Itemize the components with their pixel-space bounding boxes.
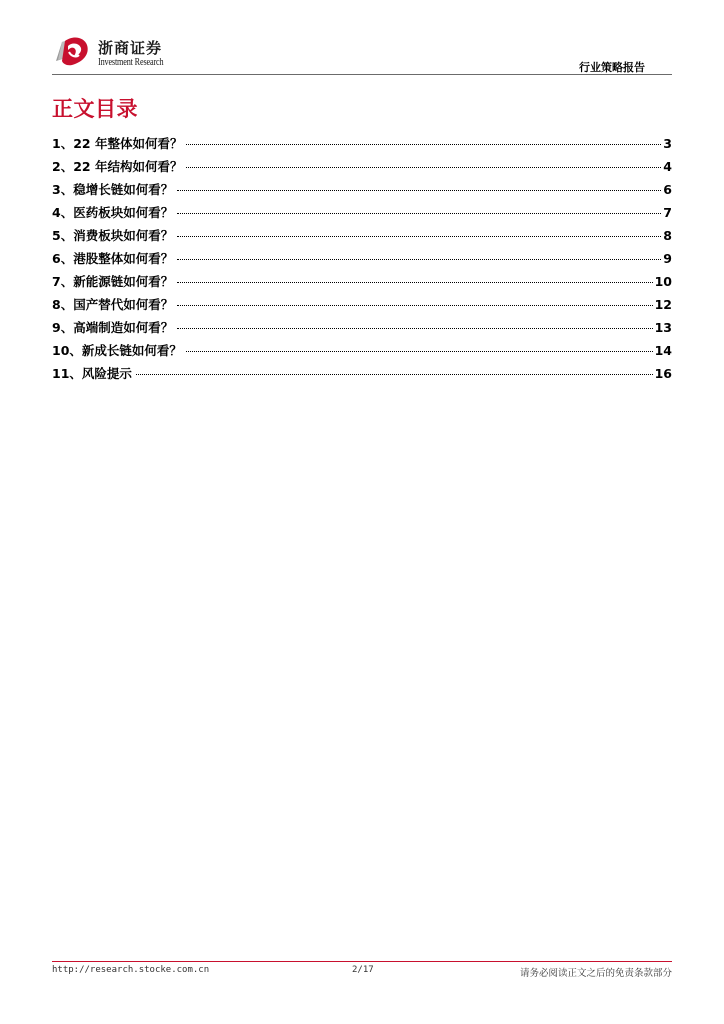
toc-entry[interactable] (52, 341, 672, 364)
toc-entry[interactable] (52, 318, 672, 341)
toc-entry[interactable] (52, 364, 672, 387)
toc-entry-number: 8、 (52, 297, 74, 312)
toc-entry-number: 1、 (52, 136, 74, 151)
toc-entry-number: 10、 (52, 343, 82, 358)
toc-entry[interactable] (52, 203, 672, 226)
toc-dot-leader (177, 305, 652, 306)
toc-entry[interactable] (52, 134, 672, 157)
toc-entry[interactable] (52, 272, 672, 295)
toc-entry-number: 11、 (52, 366, 82, 381)
toc-entry-page: 12 (654, 297, 672, 312)
footer-url-link[interactable]: http://research.stocke.com.cn (52, 965, 210, 975)
toc-entry[interactable] (52, 295, 672, 318)
toc-entry-number: 4、 (52, 205, 74, 220)
toc-entry-text: 消费板块如何看？ (73, 228, 174, 243)
toc-entry-page: 7 (663, 205, 672, 220)
toc-dot-leader (177, 213, 661, 214)
toc-entry-page: 10 (654, 274, 672, 289)
toc-dot-leader (177, 282, 652, 283)
company-subtitle: Investment Research (98, 57, 164, 68)
toc-entry-text: 风险提示 (81, 366, 132, 381)
toc-entry[interactable] (52, 249, 672, 272)
toc-entry[interactable] (52, 226, 672, 249)
toc-entry-page: 13 (654, 320, 672, 335)
toc-entry-number: 7、 (52, 274, 74, 289)
toc-entry-text: 22 年结构如何看？ (73, 159, 183, 174)
toc-entry-text: 国产替代如何看？ (73, 297, 174, 312)
toc-entry-number: 5、 (52, 228, 74, 243)
toc-entry-page: 6 (663, 182, 672, 197)
toc-entry-text: 医药板块如何看？ (73, 205, 174, 220)
toc-entry-page: 14 (654, 343, 672, 358)
toc-dot-leader (186, 351, 653, 352)
toc-entry-text: 港股整体如何看？ (73, 251, 174, 266)
toc-entry-text: 22 年整体如何看？ (73, 136, 183, 151)
zheshang-logo-icon (52, 34, 94, 70)
footer-divider (52, 961, 672, 962)
toc-entry-page: 4 (663, 159, 672, 174)
toc-dot-leader (177, 190, 661, 191)
toc-title: 正文目录 (52, 97, 138, 121)
footer-page-indicator: 2/17 (352, 965, 374, 975)
toc-list (52, 134, 672, 387)
toc-entry-number: 6、 (52, 251, 74, 266)
toc-dot-leader (136, 374, 653, 375)
toc-dot-leader (186, 167, 661, 168)
toc-entry-number: 9、 (52, 320, 74, 335)
toc-entry[interactable] (52, 157, 672, 180)
toc-dot-leader (177, 236, 661, 237)
toc-entry-page: 3 (663, 136, 672, 151)
toc-entry-text: 高端制造如何看？ (73, 320, 174, 335)
toc-entry-number: 2、 (52, 159, 74, 174)
toc-dot-leader (186, 144, 661, 145)
company-name: 浙商证券 (98, 39, 163, 57)
toc-entry-page: 9 (663, 251, 672, 266)
toc-entry[interactable] (52, 180, 672, 203)
toc-entry-page: 16 (654, 366, 672, 381)
toc-entry-text: 新成长链如何看？ (81, 343, 182, 358)
toc-entry-number: 3、 (52, 182, 74, 197)
toc-entry-text: 稳增长链如何看？ (73, 182, 174, 197)
footer-disclaimer: 请务必阅读正文之后的免责条款部分 (519, 968, 672, 979)
toc-dot-leader (177, 259, 661, 260)
toc-entry-page: 8 (663, 228, 672, 243)
company-logo[interactable] (52, 34, 212, 74)
toc-dot-leader (177, 328, 652, 329)
header-divider (52, 74, 672, 75)
report-type-label: 行业策略报告 (579, 61, 645, 74)
toc-entry-text: 新能源链如何看？ (73, 274, 174, 289)
